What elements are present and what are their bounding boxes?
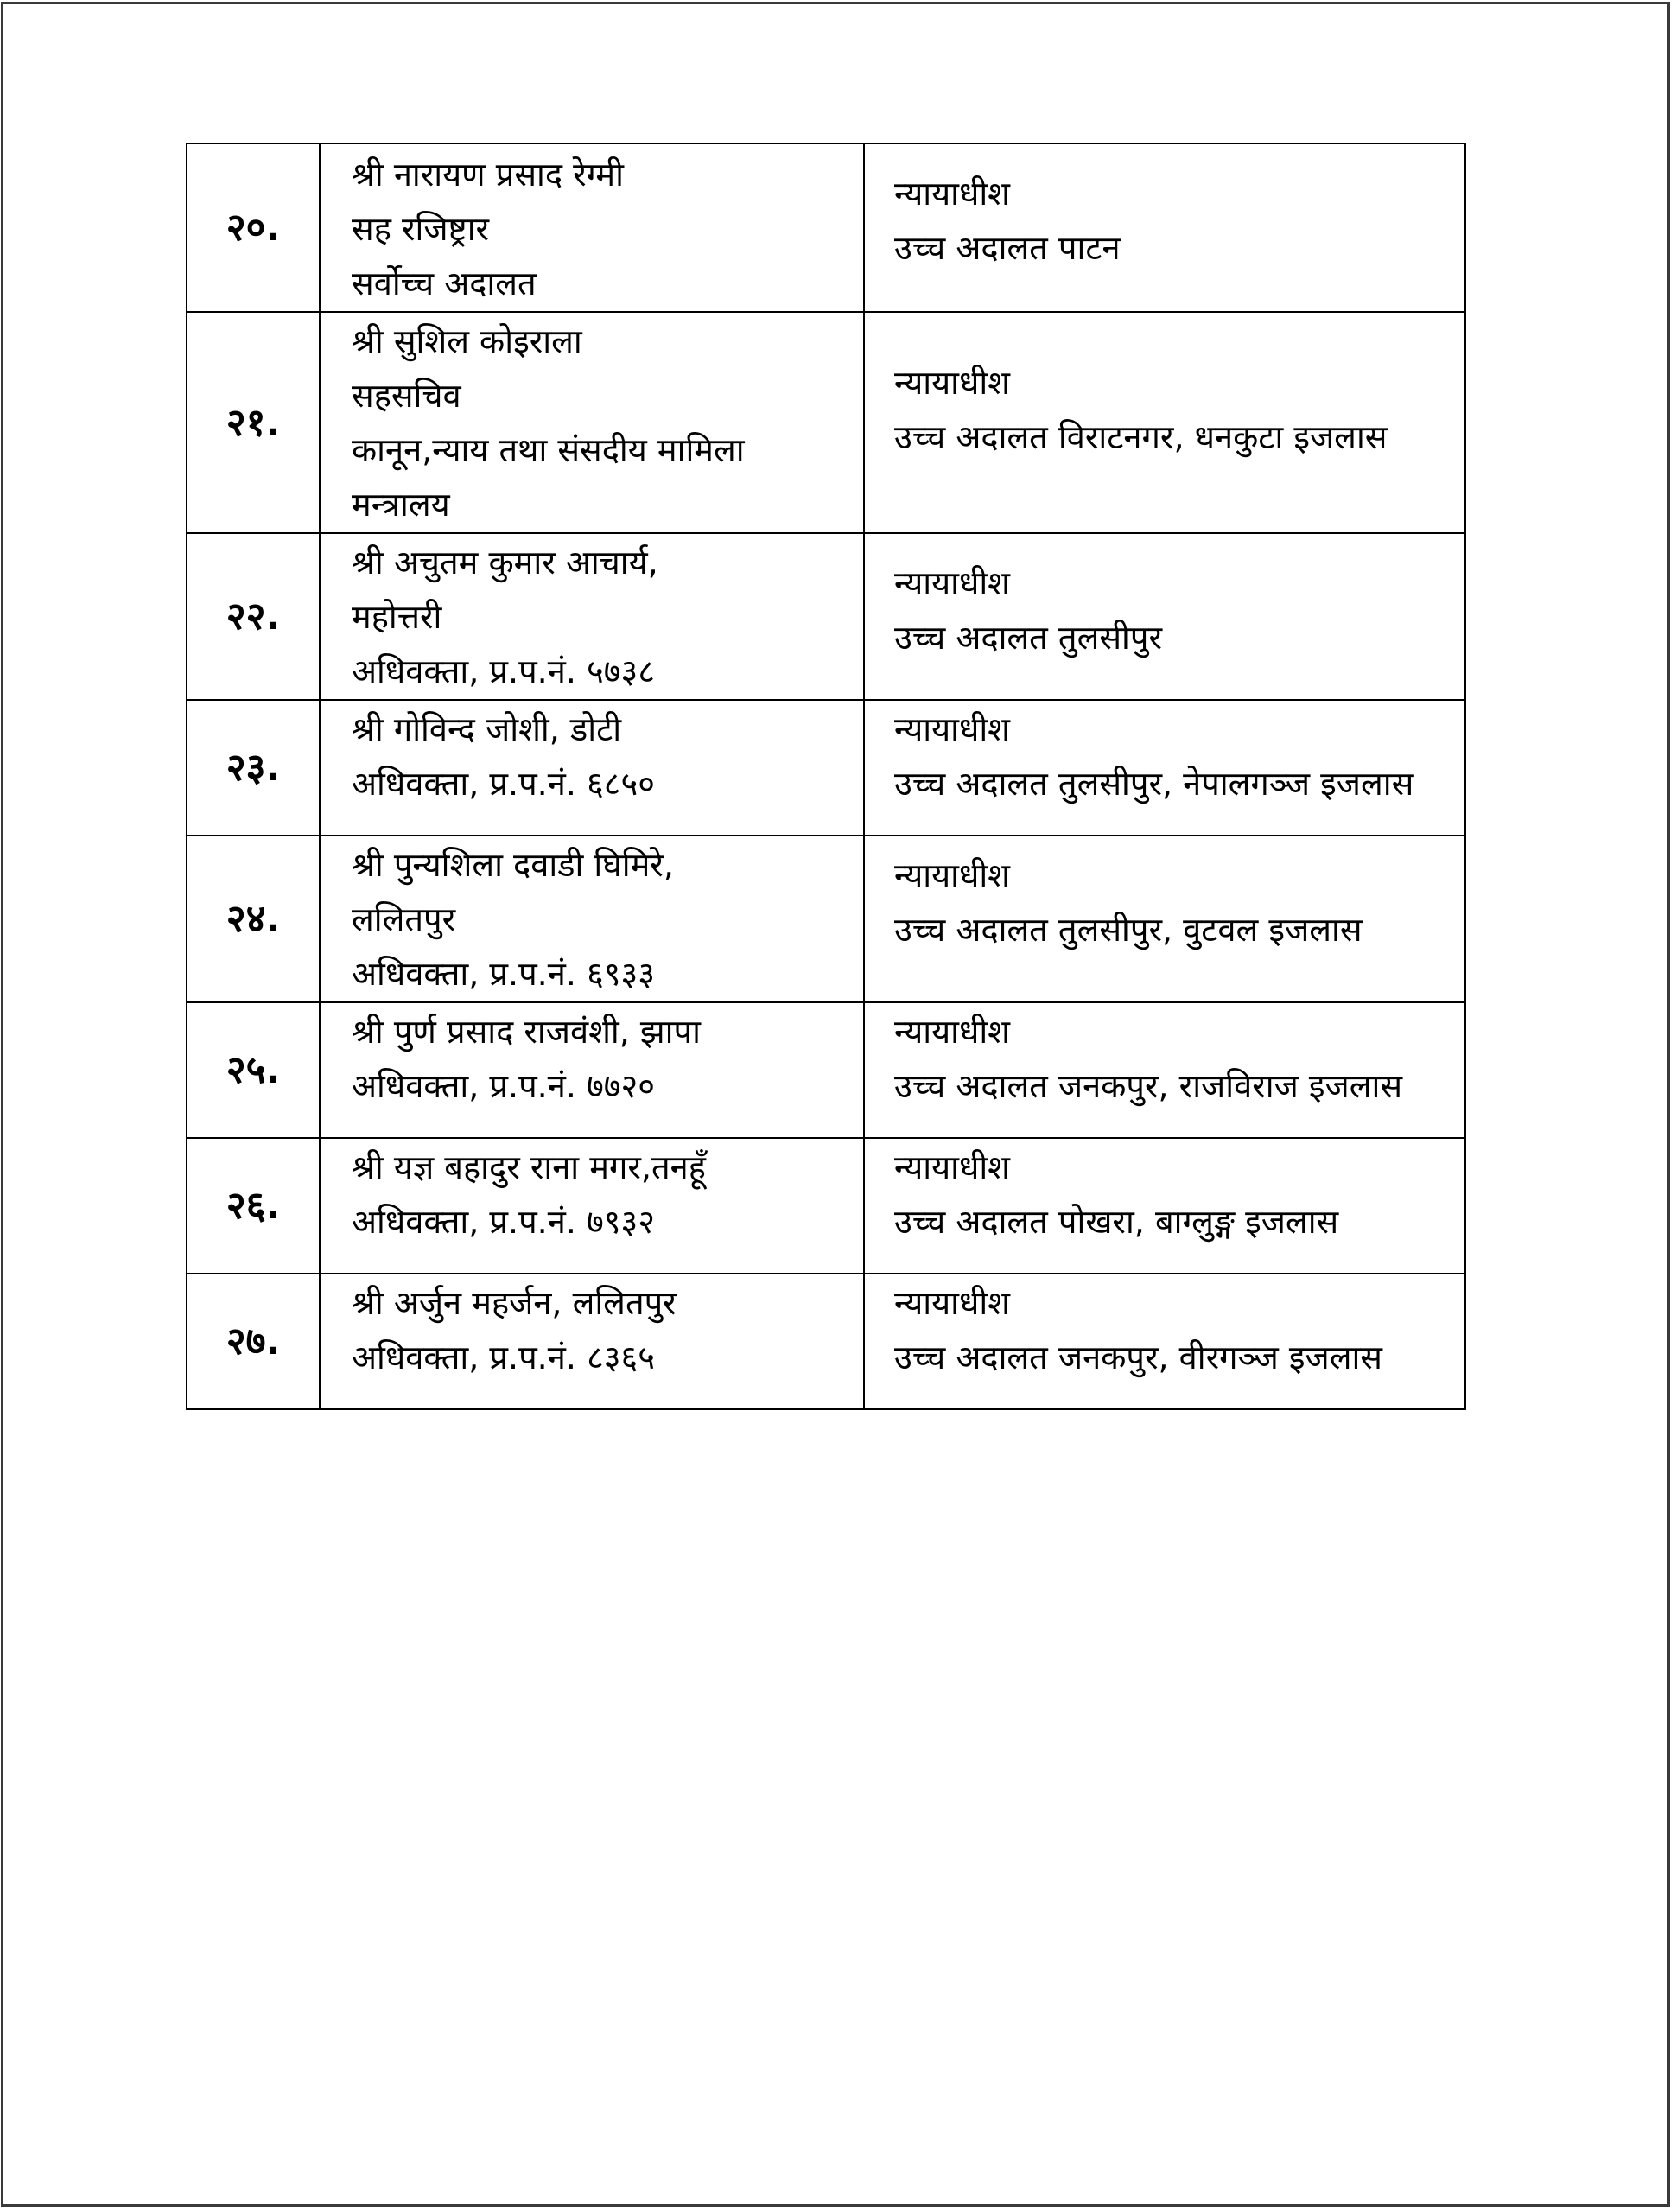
person-line: ललितपुर [352,900,456,938]
table-row [187,1002,1465,1138]
row-number: २०. [187,143,320,312]
row-number: २१. [187,312,320,533]
post-line: न्यायाधीश [894,1148,1011,1186]
person-line: सर्वोच्च अदालत [352,264,537,302]
person-line: कानून,न्याय तथा संसदीय मामिला [352,431,745,469]
person-cell [320,1002,864,1138]
person-line: श्री पुर्ण प्रसाद राजवंशी, झापा [352,1013,701,1051]
appointment-table [186,143,1466,1410]
row-number: २२. [187,533,320,700]
person-cell [320,700,864,836]
person-line: श्री अचुतम कुमार आचार्य, [352,543,658,582]
row-number: २७. [187,1274,320,1409]
table-row [187,836,1465,1002]
person-cell [320,143,864,312]
post-cell [864,836,1465,1002]
person-line: श्री यज्ञ बहादुर राना मगर,तनहूँ [352,1148,706,1186]
post-line: उच्च अदालत जनकपुर, राजविराज इजलास [894,1067,1403,1105]
table-row [187,1138,1465,1274]
table-row [187,533,1465,700]
person-line: श्री गोविन्द जोशी, डोटी [352,710,622,748]
post-cell [864,1138,1465,1274]
post-line: न्यायाधीश [894,1284,1011,1322]
table-row [187,1274,1465,1409]
post-line: न्यायाधीश [894,1013,1011,1051]
post-line: न्यायाधीश [894,364,1011,402]
person-line: महोत्तरी [352,598,442,636]
post-line: उच्च अदालत तुलसीपुर, वुटवल इजलास [894,911,1363,949]
person-line: अधिवक्ता, प्र.प.नं. ५७३८ [352,652,656,690]
post-line: उच्च अदालत पोखरा, बाग्लुङ्ग इजलास [894,1203,1339,1241]
person-line: सह रजिष्ट्रार [352,210,490,248]
person-line: अधिवक्ता, प्र.प.नं. ८३६५ [352,1338,656,1376]
person-cell [320,836,864,1002]
row-number: २५. [187,1002,320,1138]
person-cell [320,312,864,533]
person-line: श्री सुशिल कोइराला [352,322,582,360]
person-line: मन्त्रालय [352,486,450,524]
post-line: उच्च अदालत तुलसीपुर, नेपालगञ्ज इजलास [894,765,1414,803]
person-line: अधिवक्ता, प्र.प.नं. ६८५० [352,765,656,803]
person-cell [320,1274,864,1409]
person-line: सहसचिव [352,377,461,415]
post-line: उच्च अदालत जनकपुर, वीरगञ्ज इजलास [894,1338,1382,1376]
table-row [187,700,1465,836]
post-line: न्यायाधीश [894,856,1011,894]
post-line: उच्च अदालत विराटनगर, धनकुटा इजलास [894,418,1388,456]
row-number: २४. [187,836,320,1002]
person-line: अधिवक्ता, प्र.प.नं. ६९३३ [352,955,656,993]
person-line: अधिवक्ता, प्र.प.नं. ७७२० [352,1067,656,1105]
post-line: उच्च अदालत पाटन [894,229,1121,267]
post-line: न्यायाधीश [894,175,1011,213]
person-line: अधिवक्ता, प्र.प.नं. ७९३२ [352,1203,656,1241]
row-number: २३. [187,700,320,836]
table-row [187,143,1465,312]
post-line: उच्च अदालत तुलसीपुर [894,619,1162,657]
row-number: २६. [187,1138,320,1274]
post-cell [864,143,1465,312]
person-cell [320,533,864,700]
post-cell [864,533,1465,700]
person-line: श्री नारायण प्रसाद रेग्मी [352,156,624,194]
post-cell [864,1274,1465,1409]
post-cell [864,700,1465,836]
post-line: न्यायाधीश [894,710,1011,748]
person-line: श्री अर्जुन महर्जन, ललितपुर [352,1284,677,1322]
post-cell [864,1002,1465,1138]
person-cell [320,1138,864,1274]
table-row [187,312,1465,533]
post-cell [864,312,1465,533]
person-line: श्री पुन्यशिला दवाडी घिमिरे, [352,846,674,884]
post-line: न्यायाधीश [894,564,1011,602]
